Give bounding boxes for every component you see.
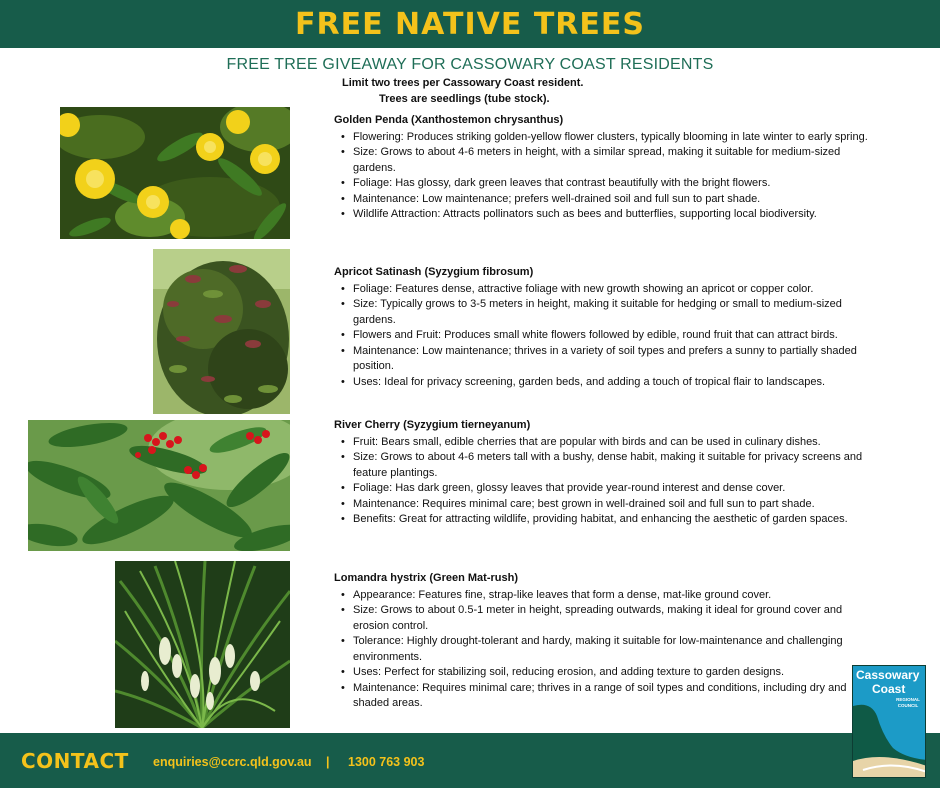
- apricot-satinash-photo: [153, 249, 290, 414]
- tree-name: River Cherry (Syzygium tierneyanum): [334, 419, 531, 431]
- tree-details-list: [334, 435, 874, 528]
- contact-email-link[interactable]: enquiries@ccrc.qld.gov.au: [153, 755, 312, 769]
- contact-separator: |: [326, 755, 330, 769]
- list-item: • Fruit: Bears small, edible cherries that are popular with birds and can be used in culinary dishes.: [334, 435, 874, 451]
- list-item: • Uses: Ideal for privacy screening, garden beds, and adding a touch of tropical flair to landscapes.: [334, 375, 874, 391]
- logo-line-1: Cassowary: [856, 668, 920, 682]
- subtitle: FREE TREE GIVEAWAY FOR CASSOWARY COAST RESIDENTS: [226, 56, 714, 73]
- list-item: • Foliage: Has glossy, dark green leaves that contrast beautifully with the bright flowers.: [334, 176, 874, 192]
- list-item: • Maintenance: Low maintenance; prefers well-drained soil and full sun to part shade.: [334, 192, 874, 208]
- list-item: • Size: Grows to about 4-6 meters tall with a bushy, dense habit, making it suitable for privacy screens and feature plantings.: [334, 450, 874, 481]
- tree-details-list: [334, 588, 874, 712]
- tree-details-list: [334, 130, 874, 223]
- list-item: • Wildlife Attraction: Attracts pollinators such as bees and butterflies, supporting local biodiversity.: [334, 207, 874, 223]
- list-item: • Size: Typically grows to 3-5 meters in height, making it suitable for hedging or small to medium-sized gardens.: [334, 297, 874, 328]
- tree-apricot-satinash: [334, 265, 874, 390]
- logo-line-3: REGIONAL COUNCIL: [896, 697, 920, 708]
- tree-golden-penda: [334, 113, 874, 223]
- list-item: • Maintenance: Low maintenance; thrives in a variety of soil types and prefers a sunny to partially shaded position.: [334, 344, 874, 375]
- list-item: • Size: Grows to about 0.5-1 meter in height, spreading outwards, making it ideal for ground cover and erosion control.: [334, 603, 874, 634]
- list-item: • Uses: Perfect for stabilizing soil, reducing erosion, and adding texture to garden designs.: [334, 665, 874, 681]
- tree-river-cherry: [334, 418, 874, 528]
- tree-name: Golden Penda (Xanthostemon chrysanthus): [334, 114, 564, 126]
- contact-phone-link[interactable]: 1300 763 903: [348, 755, 425, 769]
- list-item: • Flowering: Produces striking golden-yellow flower clusters, typically blooming in late winter to early spring.: [334, 130, 874, 146]
- tree-lomandra: [334, 571, 874, 712]
- note-seedlings: Trees are seedlings (tube stock).: [379, 93, 550, 105]
- list-item: • Appearance: Features fine, strap-like leaves that form a dense, mat-like ground cover.: [334, 588, 874, 604]
- lomandra-photo: [115, 561, 290, 728]
- golden-penda-photo: [60, 107, 290, 239]
- list-item: • Tolerance: Highly drought-tolerant and hardy, making it suitable for low-maintenance and challenging environments.: [334, 634, 874, 665]
- tree-details-list: [334, 282, 874, 391]
- logo-line-2: Coast: [872, 682, 906, 696]
- list-item: • Size: Grows to about 4-6 meters in height, with a similar spread, making it suitable for medium-sized gardens.: [334, 145, 874, 176]
- river-cherry-photo: [28, 420, 290, 551]
- list-item: • Flowers and Fruit: Produces small white flowers followed by edible, round fruit that can attract birds.: [334, 328, 874, 344]
- page-title: FREE NATIVE TREES: [295, 6, 645, 42]
- note-limit: Limit two trees per Cassowary Coast resident.: [342, 77, 584, 89]
- council-logo: [852, 665, 926, 778]
- list-item: • Foliage: Features dense, attractive foliage with new growth showing an apricot or copper color.: [334, 282, 874, 298]
- contact-label: CONTACT: [21, 749, 129, 773]
- list-item: • Benefits: Great for attracting wildlife, providing habitat, and enhancing the aesthetic of garden spaces.: [334, 512, 874, 528]
- list-item: • Maintenance: Requires minimal care; best grown in well-drained soil and full sun to part shade.: [334, 497, 874, 513]
- list-item: • Maintenance: Requires minimal care; thrives in a range of soil types and conditions, including dry and shaded areas.: [334, 681, 874, 712]
- footer-contact-bar: [0, 733, 940, 788]
- header-banner: [0, 0, 940, 48]
- list-item: • Foliage: Has dark green, glossy leaves that provide year-round interest and dense cover.: [334, 481, 874, 497]
- tree-name: Apricot Satinash (Syzygium fibrosum): [334, 266, 534, 278]
- tree-name: Lomandra hystrix (Green Mat-rush): [334, 572, 518, 584]
